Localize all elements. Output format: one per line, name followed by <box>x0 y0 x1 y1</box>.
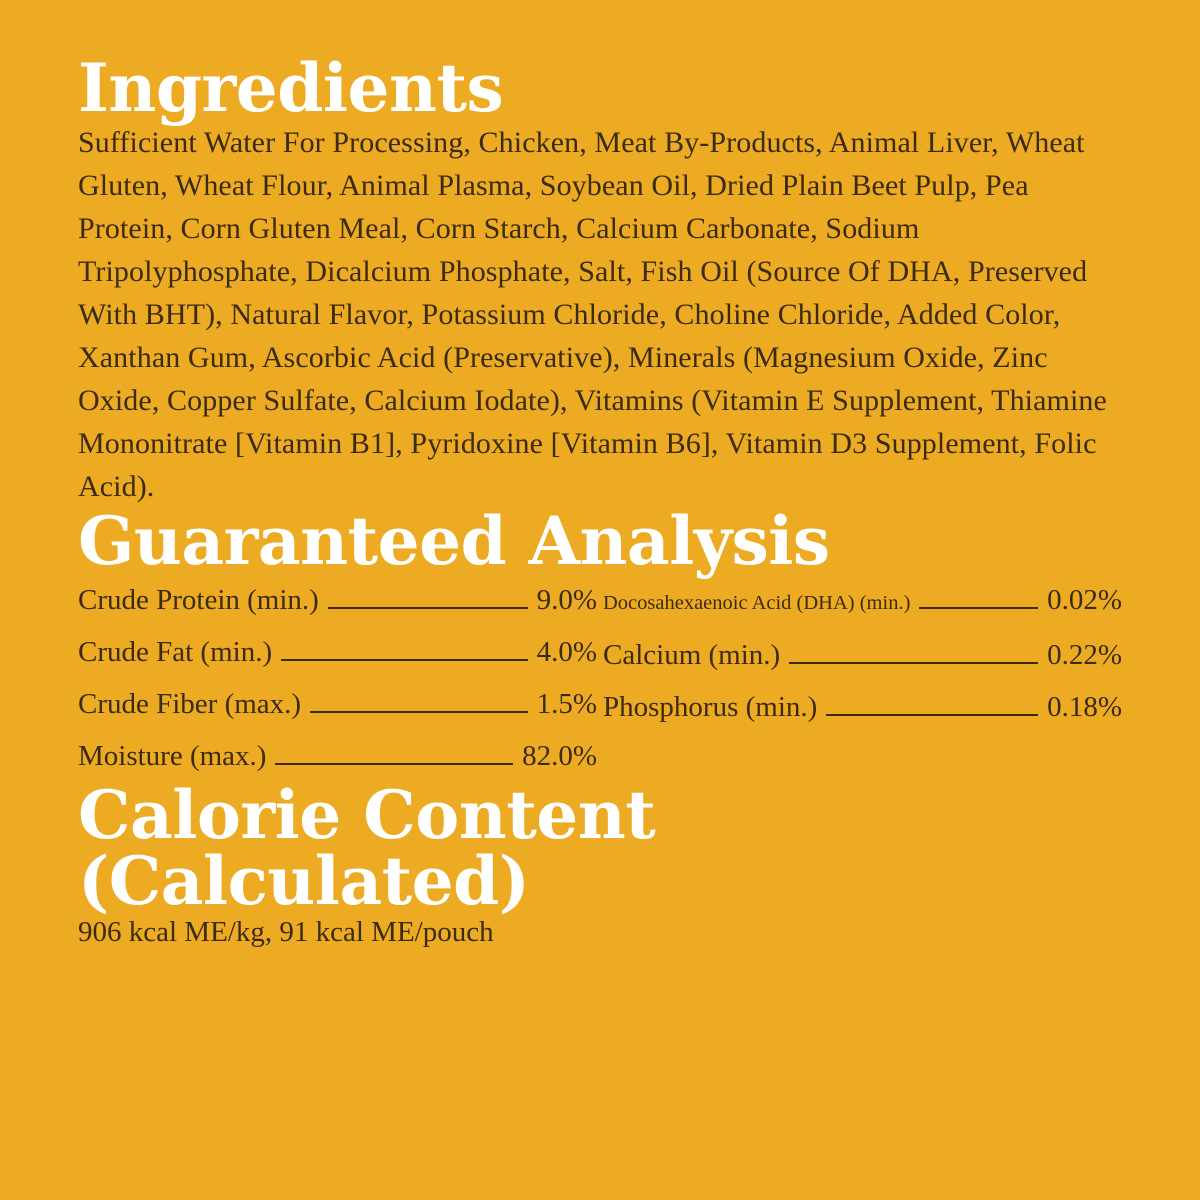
nutrient-value: 4.0% <box>536 636 597 668</box>
nutrient-value: 1.5% <box>536 688 597 720</box>
table-row <box>78 678 597 730</box>
leader-line <box>281 659 527 661</box>
nutrient-label: Crude Protein (min.) <box>78 584 319 616</box>
ingredients-heading: Ingredients <box>78 49 504 127</box>
nutrient-value: 9.0% <box>536 584 597 616</box>
guaranteed-analysis-right-column <box>597 574 1122 782</box>
guaranteed-analysis-heading: Guaranteed Analysis <box>78 502 830 580</box>
leader-line <box>826 714 1038 716</box>
leader-line <box>275 763 513 765</box>
nutrient-value: 0.22% <box>1047 639 1122 671</box>
table-row <box>78 574 597 626</box>
nutrient-label: Moisture (max.) <box>78 740 267 772</box>
table-row <box>78 730 597 782</box>
nutrient-label: Crude Fat (min.) <box>78 636 273 668</box>
ingredients-text: Sufficient Water For Processing, Chicken, Meat By-Products, Animal Liver, Wheat Gluten, Wheat Flour, Animal Plasma, Soybean Oil, Dried Plain Beet Pulp, Pea Protein, Corn Gluten Meal, Corn Starch, Calcium Carbonate, Sodium Tripolyphosphate, Dicalcium Phosphate, Salt, Fish Oil (Source Of DHA, Preserved With BHT), Natural Flavor, Potassium Chloride, Choline Chloride, Added Color, Xanthan Gum, Ascorbic Acid (Preservative), Minerals (Magnesium Oxide, Zinc Oxide, Copper Sulfate, Calcium Iodate), Vitamins (Vitamin E Supplement, Thiamine Mononitrate [Vitamin B1], Pyridoxine [Vitamin B6], Vitamin D3 Supplement, Folic Acid). <box>78 126 1107 503</box>
nutrient-value: 82.0% <box>522 740 597 772</box>
calorie-content-heading: Calorie Content (Calculated) <box>78 776 656 920</box>
leader-line <box>789 662 1038 664</box>
nutrient-value: 0.02% <box>1047 584 1122 616</box>
leader-line <box>310 711 527 713</box>
guaranteed-analysis-left-column <box>78 574 597 782</box>
nutrient-label: Docosahexaenoic Acid (DHA) (min.) <box>603 592 911 614</box>
table-row <box>603 574 1122 629</box>
table-row <box>603 681 1122 733</box>
nutrient-label: Calcium (min.) <box>603 639 781 671</box>
nutrient-label: Crude Fiber (max.) <box>78 688 302 720</box>
nutrient-label: Phosphorus (min.) <box>603 691 818 723</box>
leader-line <box>919 607 1038 609</box>
leader-line <box>328 607 528 609</box>
nutrient-value: 0.18% <box>1047 691 1122 723</box>
table-row <box>78 626 597 678</box>
table-row <box>603 629 1122 681</box>
calorie-content-text: 906 kcal ME/kg, 91 kcal ME/pouch <box>78 916 494 948</box>
guaranteed-analysis-table <box>78 574 1122 782</box>
